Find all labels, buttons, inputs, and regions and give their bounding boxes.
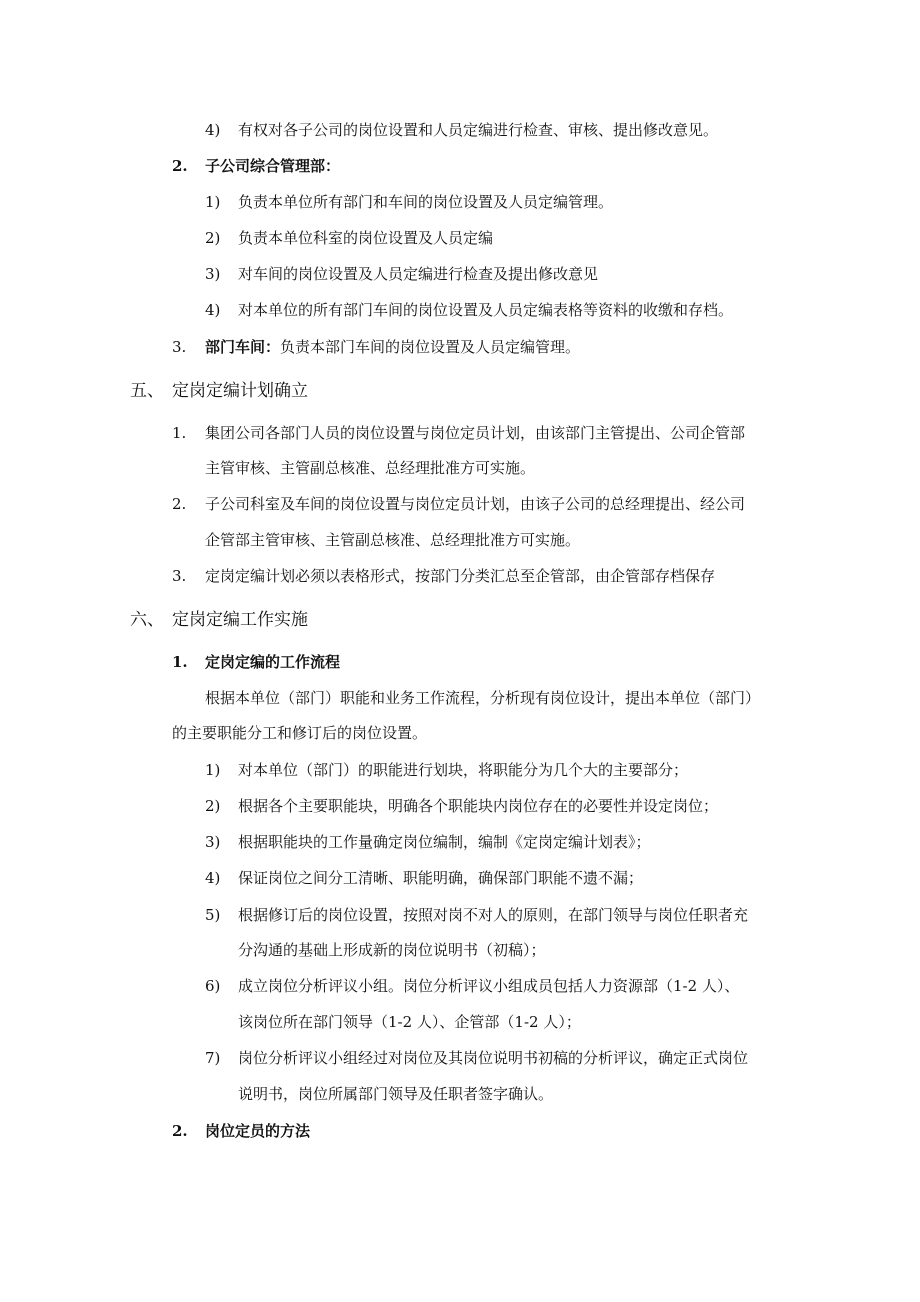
section-number: 五、 [130, 381, 164, 401]
list-number: 4) [205, 869, 221, 887]
subsection-line [205, 337, 580, 357]
subsection-number: 1. [172, 653, 188, 671]
list-item-text: 定岗定编计划必须以表格形式，按部门分类汇总至企管部，由企管部存档保存 [205, 567, 716, 585]
list-item-text: 岗位分析评议小组经过对岗位及其岗位说明书初稿的分析评议，确定正式岗位 [238, 1049, 749, 1067]
list-item-text: 企管部主管审核、主管副总核准、总经理批准方可实施。 [205, 531, 581, 549]
list-item-text: 根据修订后的岗位设置，按照对岗不对人的原则，在部门领导与岗位任职者充 [238, 906, 749, 924]
paragraph-line: 根据本单位（部门）职能和业务工作流程，分析现有岗位设计，提出本单位（部门） [205, 689, 761, 707]
list-item-text: 对车间的岗位设置及人员定编进行检查及提出修改意见 [238, 265, 599, 283]
list-number: 2) [205, 229, 221, 247]
subsection-title: 部门车间： [205, 338, 281, 356]
section-number: 六、 [130, 610, 164, 630]
list-number: 3. [172, 567, 187, 585]
list-item-text: 对本单位的所有部门车间的岗位设置及人员定编表格等资料的收缴和存档。 [238, 301, 734, 319]
list-item-text: 有权对各子公司的岗位设置和人员定编进行检查、审核、提出修改意见。 [238, 121, 719, 139]
list-number: 4) [205, 121, 221, 139]
list-number: 5) [205, 906, 221, 924]
list-item-text: 子公司科室及车间的岗位设置与岗位定员计划，由该子公司的总经理提出、经公司 [205, 495, 746, 513]
list-number: 3) [205, 265, 221, 283]
section-title: 定岗定编工作实施 [172, 610, 308, 630]
list-number: 6) [205, 977, 221, 995]
list-item-text: 集团公司各部门人员的岗位设置与岗位定员计划，由该部门主管提出、公司企管部 [205, 424, 746, 442]
list-item-text: 成立岗位分析评议小组。岗位分析评议小组成员包括人力资源部（1-2 人）、 [238, 977, 740, 995]
subsection-title: 定岗定编的工作流程 [205, 653, 341, 671]
list-number: 1) [205, 761, 221, 779]
list-item-text: 说明书，岗位所属部门领导及任职者签字确认。 [238, 1085, 554, 1103]
list-number: 1. [172, 424, 187, 442]
list-item-text: 该岗位所在部门领导（1-2 人）、企管部（1-2 人）； [238, 1013, 581, 1031]
list-item-text: 对本单位（部门）的职能进行划块，将职能分为几个大的主要部分； [238, 761, 689, 779]
subsection-text: 负责本部门车间的岗位设置及人员定编管理。 [280, 338, 581, 356]
subsection-title: 子公司综合管理部： [205, 157, 341, 175]
subsection-number: 2. [172, 157, 188, 175]
list-number: 1) [205, 193, 221, 211]
list-number: 3) [205, 833, 221, 851]
list-number: 4) [205, 301, 221, 319]
list-number: 2) [205, 797, 221, 815]
subsection-number: 2. [172, 1122, 188, 1140]
list-number: 7) [205, 1049, 221, 1067]
list-item-text: 负责本单位科室的岗位设置及人员定编 [238, 229, 494, 247]
list-item-text: 根据各个主要职能块，明确各个职能块内岗位存在的必要性并设定岗位； [238, 797, 719, 815]
list-item-text: 负责本单位所有部门和车间的岗位设置及人员定编管理。 [238, 193, 614, 211]
list-item-text: 分沟通的基础上形成新的岗位说明书（初稿）； [238, 941, 546, 959]
subsection-number: 3. [172, 338, 187, 356]
list-number: 2. [172, 495, 187, 513]
section-title: 定岗定编计划确立 [172, 381, 308, 401]
list-item-text: 根据职能块的工作量确定岗位编制，编制《定岗定编计划表》； [238, 833, 651, 851]
list-item-text: 保证岗位之间分工清晰、职能明确，确保部门职能不遗不漏； [238, 869, 644, 887]
list-item-text: 主管审核、主管副总核准、总经理批准方可实施。 [205, 459, 536, 477]
subsection-title: 岗位定员的方法 [205, 1122, 311, 1140]
paragraph-line: 的主要职能分工和修订后的岗位设置。 [172, 724, 428, 742]
